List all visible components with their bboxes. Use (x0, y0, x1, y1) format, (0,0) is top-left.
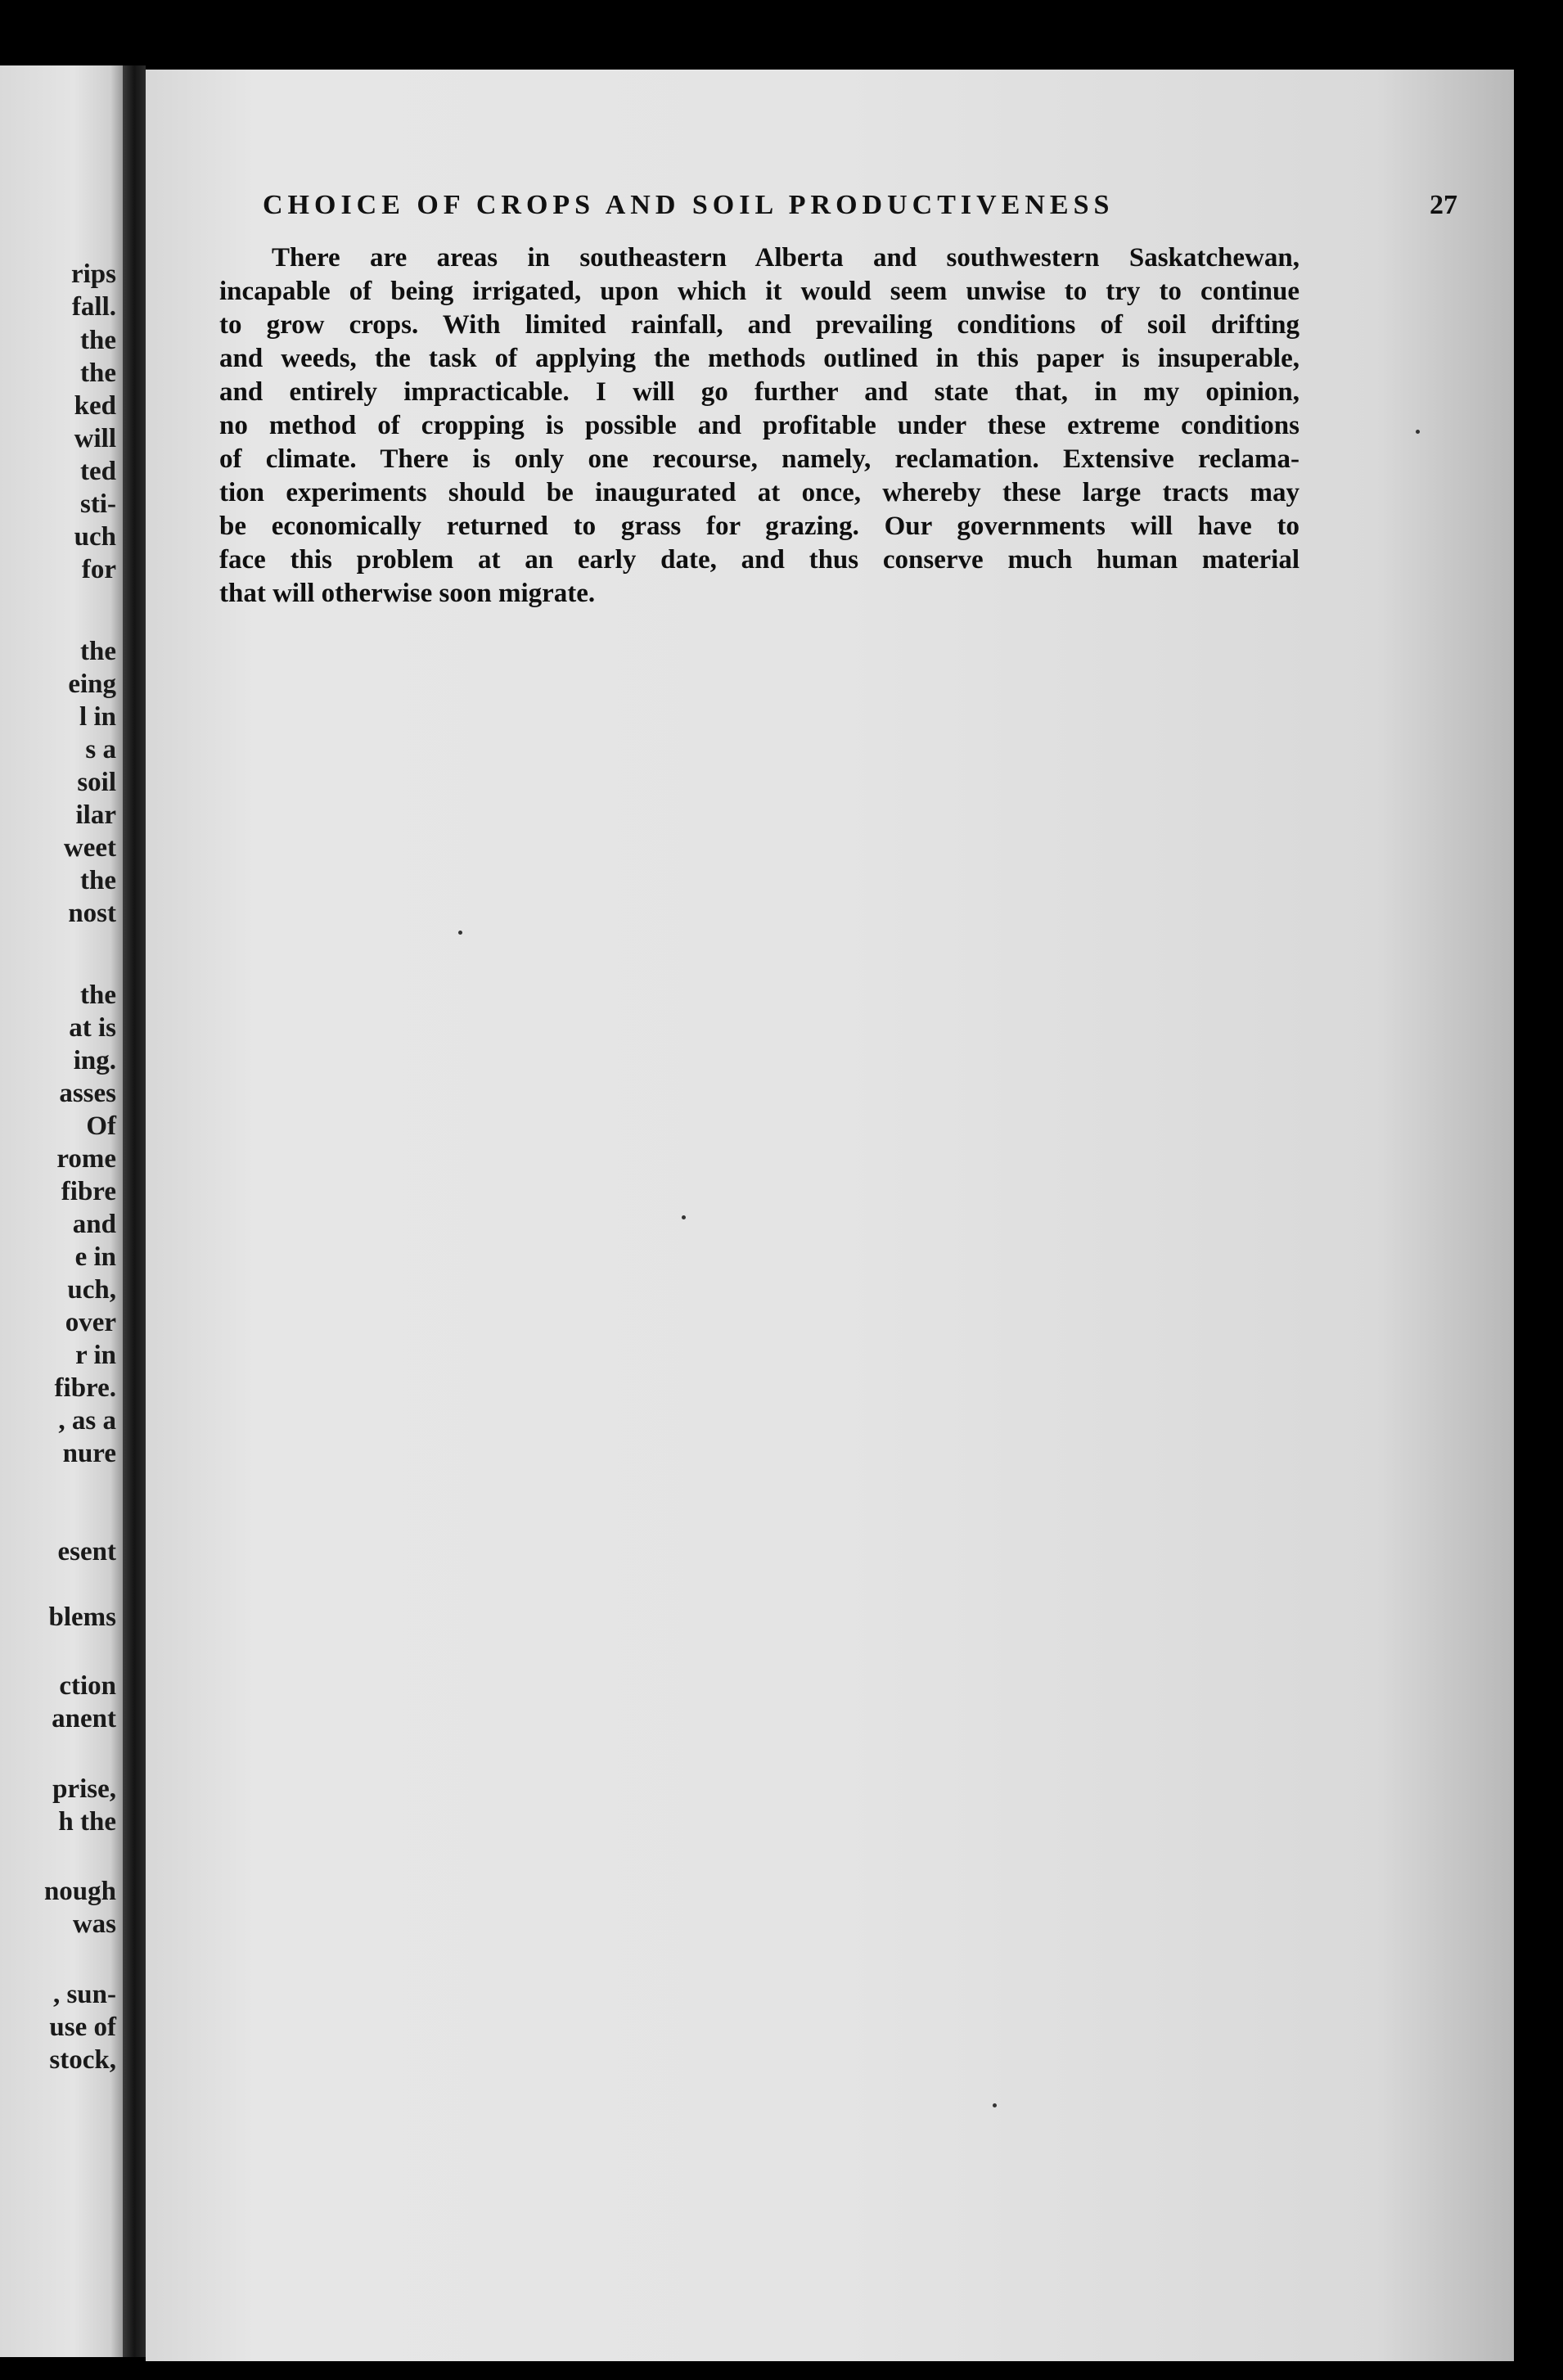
text-line: and weeds, the task of applying the methods outlined in this paper is insuperable, (219, 344, 1299, 373)
adjacent-page-fragment: fibre (61, 1177, 116, 1206)
adjacent-page-fragment: e in (74, 1242, 116, 1272)
body-paragraph (219, 241, 1299, 611)
adjacent-page-fragment: , sun- (52, 1980, 116, 2009)
adjacent-page-fragment: eing (68, 669, 116, 699)
adjacent-page-fragment: fibre. (54, 1373, 116, 1403)
adjacent-page-fragment: the (80, 980, 116, 1010)
text-line: There are areas in southeastern Alberta and southwestern Saskatchewan, (272, 243, 1299, 273)
adjacent-page-fragment: and (72, 1210, 116, 1239)
adjacent-page-fragment: esent (57, 1537, 116, 1566)
adjacent-page-fragment: will (74, 424, 116, 453)
adjacent-page-fragment: stock, (49, 2045, 116, 2075)
running-head (263, 190, 1457, 231)
scan-speck (458, 931, 462, 935)
adjacent-page-fragment: prise, (52, 1774, 116, 1804)
text-line: to grow crops. With limited rainfall, and prevailing conditions of soil drifting (219, 310, 1299, 340)
adjacent-page-fragment: anent (52, 1704, 116, 1733)
adjacent-page-fragment: ing. (73, 1046, 116, 1075)
adjacent-page-fragment: the (80, 358, 116, 388)
text-line: tion experiments should be inaugurated at once, whereby these large tracts may (219, 478, 1299, 507)
text-line: face this problem at an early date, and thus conserve much human material (219, 545, 1299, 575)
adjacent-page-fragment: rome (56, 1144, 116, 1174)
text-line: of climate. There is only one recourse, namely, reclamation. Extensive reclama- (219, 444, 1299, 474)
adjacent-page-fragment: over (65, 1308, 116, 1337)
scan-speck (993, 2103, 997, 2107)
adjacent-page-fragment: Of (86, 1111, 116, 1141)
adjacent-page-fragment: for (81, 555, 116, 584)
adjacent-page-fragment: use of (49, 2013, 116, 2042)
adjacent-page-fragment: uch (74, 522, 116, 552)
page-number: 27 (1430, 190, 1457, 220)
adjacent-page-fragment: the (80, 866, 116, 895)
adjacent-page-fragment: nure (62, 1439, 116, 1468)
adjacent-page-fragment: l in (79, 702, 116, 732)
adjacent-page-fragment: the (80, 326, 116, 355)
adjacent-page-fragment: blems (48, 1602, 116, 1632)
adjacent-page-fragment: fall. (71, 292, 116, 322)
text-line: that will otherwise soon migrate. (219, 579, 596, 608)
text-line: and entirely impracticable. I will go further and state that, in my opinion, (219, 377, 1299, 407)
adjacent-page-fragment: nost (68, 899, 116, 928)
scan-speck (1416, 430, 1420, 434)
text-line: no method of cropping is possible and profitable under these extreme conditions (219, 411, 1299, 440)
adjacent-page-fragment: rips (70, 259, 116, 289)
book-gutter (123, 65, 146, 2357)
adjacent-page-fragment: ction (59, 1671, 116, 1701)
adjacent-page-fragment: s a (85, 735, 116, 764)
adjacent-page-fragment: uch, (67, 1275, 116, 1305)
adjacent-page-fragment: was (72, 1909, 116, 1939)
adjacent-page-fragment: ked (74, 391, 116, 421)
text-line: be economically returned to grass for grazing. Our governments will have to (219, 512, 1299, 541)
running-title: CHOICE OF CROPS AND SOIL PRODUCTIVENESS (263, 190, 1115, 220)
scan-speck (682, 1215, 686, 1219)
adjacent-page-fragment: r in (75, 1341, 116, 1370)
adjacent-page-edge (0, 65, 123, 2357)
adjacent-page-fragment: weet (63, 833, 116, 863)
adjacent-page-fragment: nough (43, 1877, 116, 1906)
adjacent-page-fragment: soil (77, 768, 116, 797)
adjacent-page-fragment: ted (80, 457, 116, 486)
adjacent-page-fragment: ilar (75, 800, 116, 830)
adjacent-page-fragment: asses (59, 1079, 116, 1108)
adjacent-page-fragment: the (80, 637, 116, 666)
adjacent-page-fragment: , as a (58, 1406, 116, 1436)
text-line: incapable of being irrigated, upon which it would seem unwise to try to continue (219, 277, 1299, 306)
adjacent-page-fragment: sti- (80, 489, 116, 519)
book-page (146, 70, 1514, 2361)
adjacent-page-fragment: at is (69, 1013, 116, 1043)
adjacent-page-fragment: h the (58, 1807, 116, 1837)
scan-border (1514, 49, 1563, 2380)
